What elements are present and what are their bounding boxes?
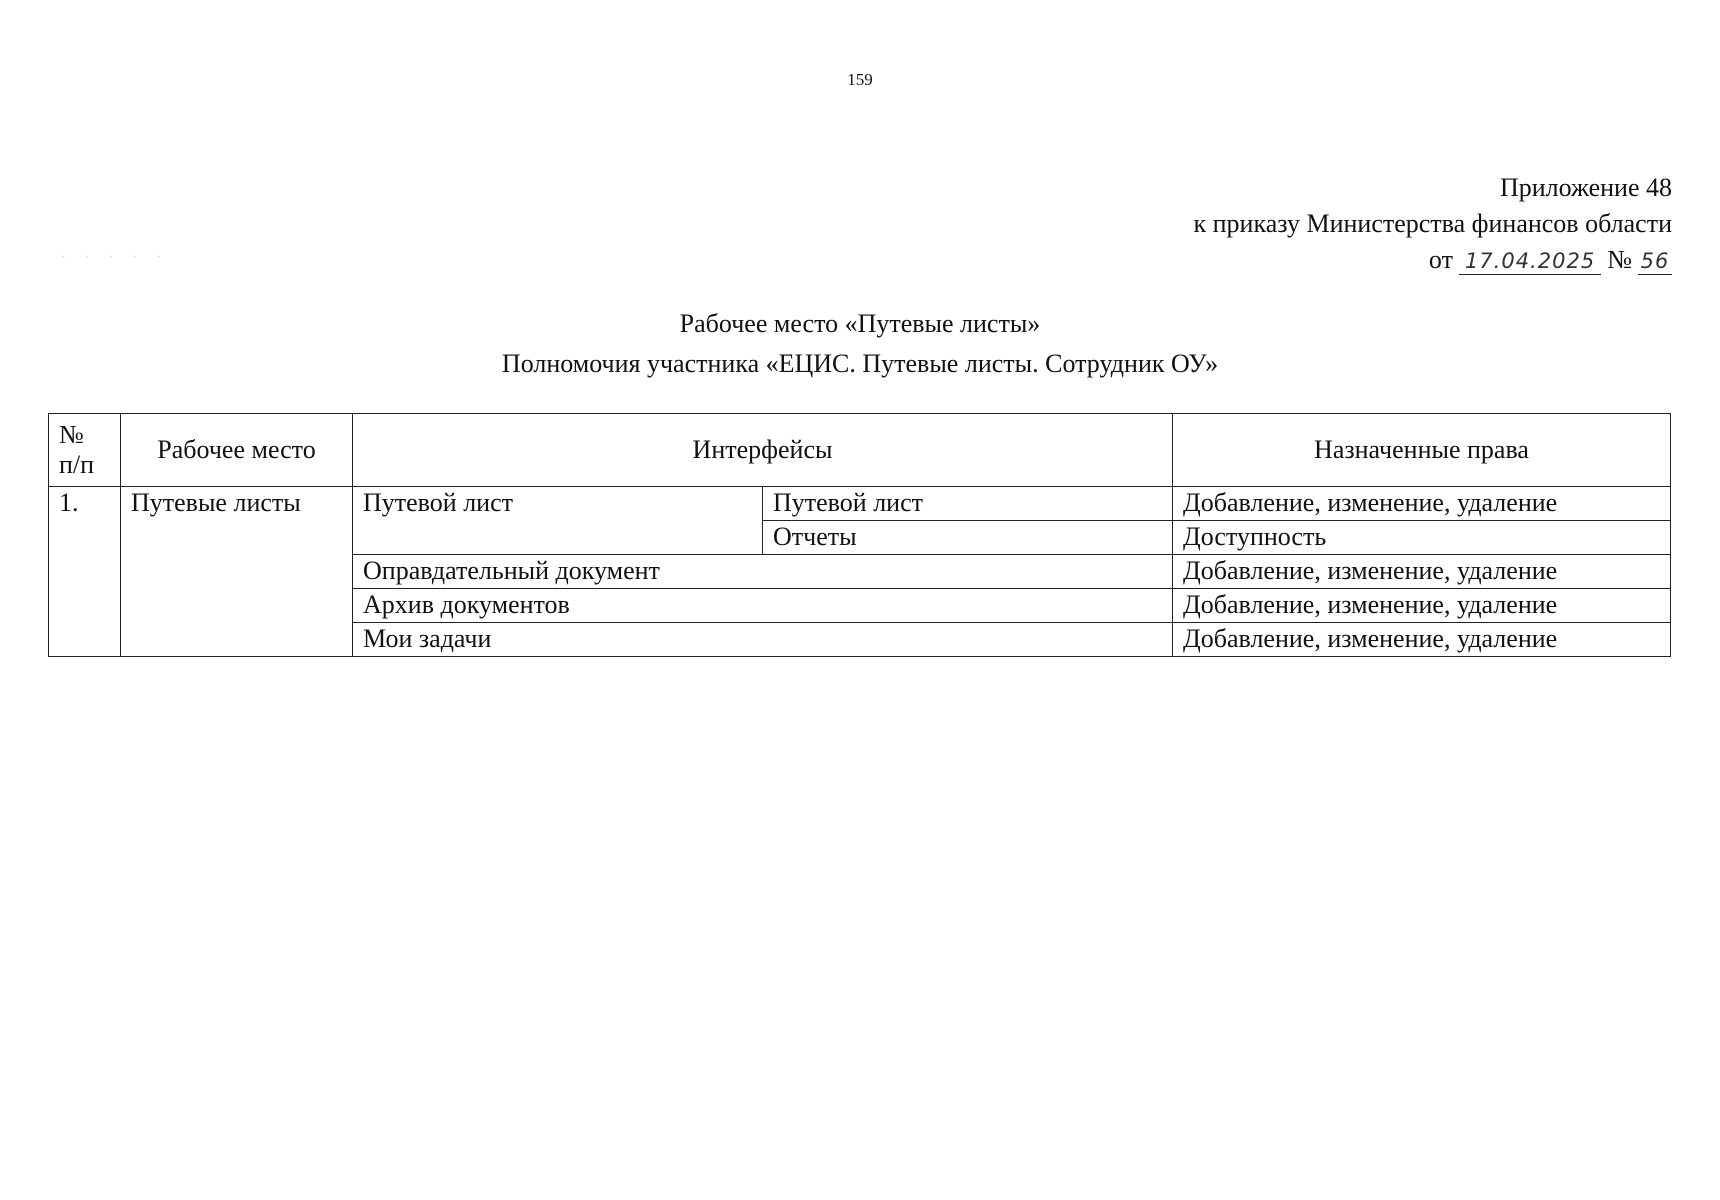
handwritten-date: 17.04.2025 xyxy=(1459,248,1601,275)
header-workplace: Рабочее место xyxy=(121,414,353,487)
page-number: 159 xyxy=(847,70,873,89)
rights-cell: Добавление, изменение, удаление xyxy=(1173,623,1671,657)
row-workplace-cell: Путевые листы xyxy=(121,487,353,657)
table-row xyxy=(49,487,1671,521)
appendix-header xyxy=(1194,170,1673,278)
row-num-cell: 1. xyxy=(49,487,121,657)
rights-table xyxy=(48,413,1671,657)
date-prefix: от xyxy=(1428,245,1453,274)
document-title xyxy=(0,304,1720,384)
appendix-title: Приложение 48 xyxy=(1499,173,1672,202)
handwritten-number: 56 xyxy=(1638,248,1672,275)
rights-cell: Доступность xyxy=(1173,521,1671,555)
interface-cell: Путевой лист xyxy=(353,487,763,555)
interface-cell: Мои задачи xyxy=(353,623,1173,657)
interface-cell: Архив документов xyxy=(353,589,1173,623)
scan-noise-decoration: · · · · · xyxy=(62,252,170,263)
rights-cell: Добавление, изменение, удаление xyxy=(1173,555,1671,589)
number-prefix: № xyxy=(1607,245,1632,274)
participant-rights-title: Полномочия участника «ЕЦИС. Путевые листы. Сотрудник ОУ» xyxy=(501,349,1219,378)
subinterface-cell: Путевой лист xyxy=(763,487,1173,521)
interface-cell: Оправдательный документ xyxy=(353,555,1173,589)
appendix-order-reference: к приказу Министерства финансов области xyxy=(1193,209,1672,238)
header-interfaces: Интерфейсы xyxy=(353,414,1173,487)
rights-cell: Добавление, изменение, удаление xyxy=(1173,589,1671,623)
header-rights: Назначенные права xyxy=(1173,414,1671,487)
table-header-row xyxy=(49,414,1671,487)
workplace-title: Рабочее место «Путевые листы» xyxy=(679,309,1041,338)
header-num: № п/п xyxy=(49,414,121,487)
subinterface-cell: Отчеты xyxy=(763,521,1173,555)
order-date-line xyxy=(1429,242,1672,278)
rights-cell: Добавление, изменение, удаление xyxy=(1173,487,1671,521)
